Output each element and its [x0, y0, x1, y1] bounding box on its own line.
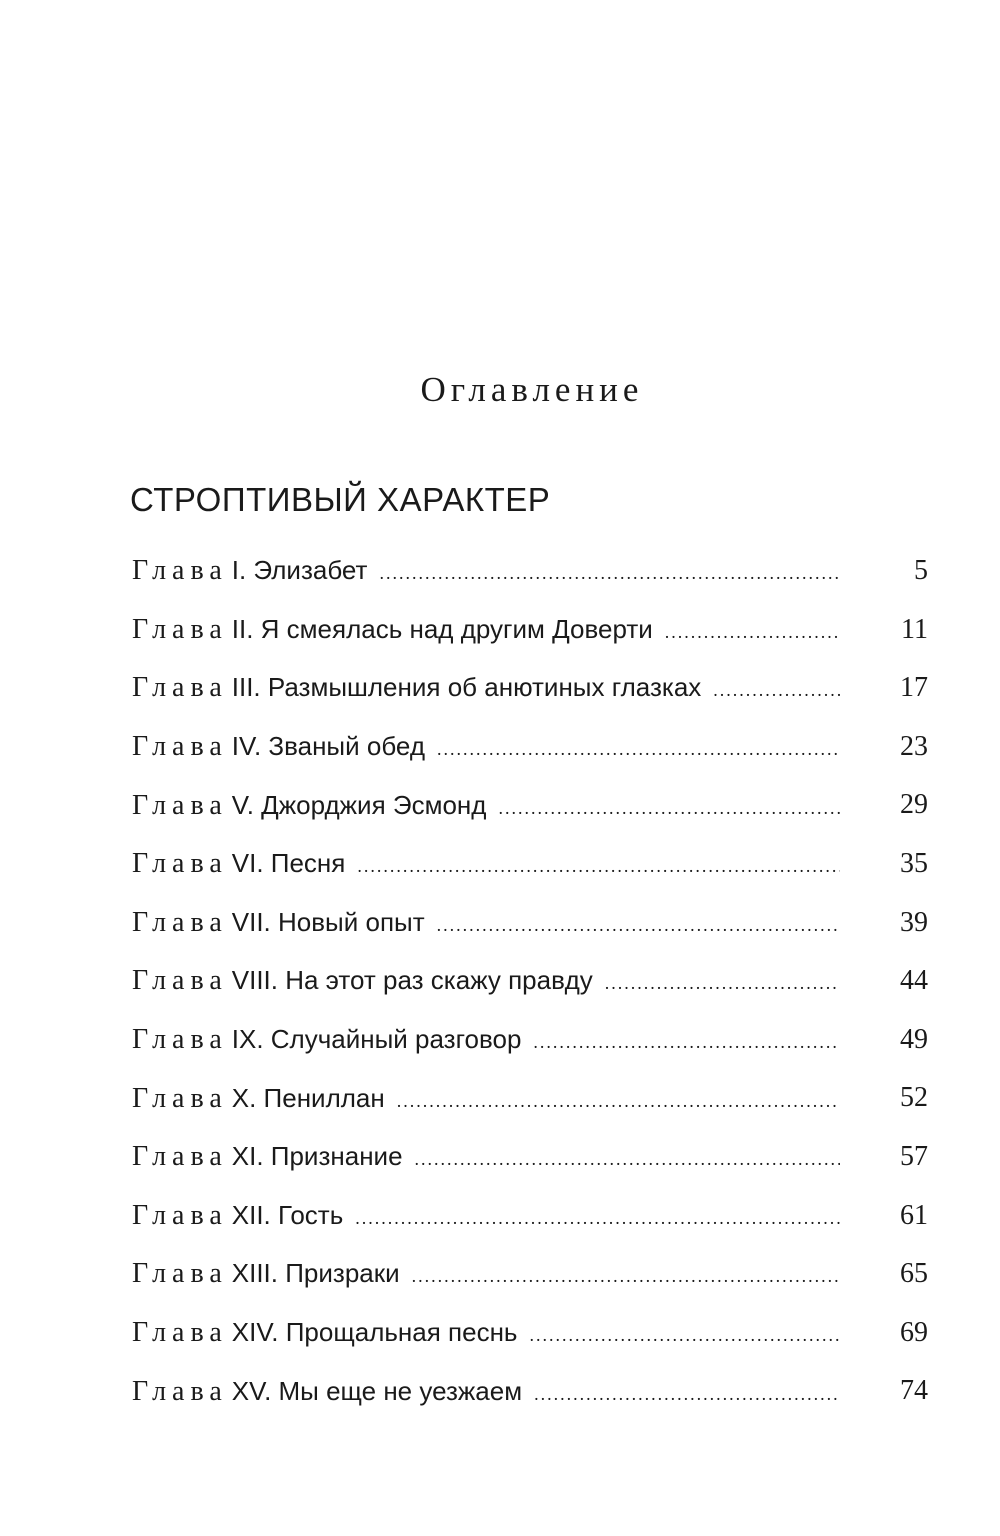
dot-leader	[498, 798, 840, 819]
page-number: 5	[914, 555, 928, 586]
chapter-label: Глава	[132, 789, 228, 821]
toc-entry[interactable]	[132, 952, 928, 1011]
page-number: 65	[900, 1258, 928, 1290]
chapter-title: IV. Званый обед	[231, 731, 425, 762]
chapter-title: XII. Гость	[231, 1199, 344, 1230]
chapter-title: VIII. На этот раз скажу правду	[231, 965, 593, 996]
chapter-title: XIII. Призраки	[231, 1258, 400, 1289]
page-number: 11	[901, 613, 928, 645]
toc-entry[interactable]	[132, 1362, 928, 1421]
page-number: 35	[900, 847, 928, 879]
toc-entry[interactable]	[132, 1245, 928, 1304]
dot-leader	[665, 622, 840, 643]
chapter-label: Глава	[132, 1258, 228, 1290]
page-number: 49	[900, 1023, 928, 1055]
toc-entry[interactable]	[132, 1011, 928, 1070]
toc-entry[interactable]	[132, 835, 928, 894]
dot-leader	[412, 1266, 840, 1287]
toc-entry[interactable]	[132, 718, 928, 777]
chapter-title: IX. Случайный разговор	[231, 1024, 522, 1055]
dot-leader	[713, 680, 840, 701]
chapter-label: Глава	[132, 1317, 228, 1349]
page-number: 23	[900, 730, 928, 762]
chapter-title: XIV. Прощальная песнь	[231, 1317, 518, 1348]
dot-leader	[534, 1384, 840, 1405]
chapter-title: II. Я смеялась над другим Доверти	[231, 613, 653, 644]
toc-entry[interactable]	[132, 659, 928, 718]
chapter-title: VII. Новый опыт	[231, 906, 425, 937]
toc-entry[interactable]	[132, 1128, 928, 1187]
dot-leader	[437, 739, 840, 760]
dot-leader	[379, 563, 840, 584]
chapter-label: Глава	[132, 555, 228, 587]
chapter-label: Глава	[132, 1082, 228, 1114]
chapter-title: I. Элизабет	[231, 555, 368, 586]
chapter-title: XI. Признание	[231, 1141, 403, 1172]
toc-entry[interactable]	[132, 894, 928, 953]
toc-heading: Оглавление	[420, 370, 644, 409]
dot-leader	[605, 973, 840, 994]
toc-entry[interactable]	[132, 1069, 928, 1128]
chapter-label: Глава	[132, 672, 228, 704]
toc-entry[interactable]	[132, 542, 928, 601]
toc-entry[interactable]	[132, 1187, 928, 1246]
toc-entry[interactable]	[132, 1304, 928, 1363]
page-number: 57	[900, 1140, 928, 1172]
chapter-label: Глава	[132, 965, 228, 997]
toc-entry[interactable]	[132, 601, 928, 660]
dot-leader	[437, 915, 840, 936]
chapter-label: Глава	[132, 1375, 228, 1407]
dot-leader	[397, 1091, 840, 1112]
chapter-title: XV. Мы еще не уезжаем	[231, 1375, 523, 1406]
chapter-label: Глава	[132, 906, 228, 938]
chapter-title: VI. Песня	[231, 848, 346, 879]
chapter-label: Глава	[132, 1199, 228, 1231]
page-number: 44	[900, 965, 928, 997]
dot-leader	[357, 856, 840, 877]
dot-leader	[529, 1325, 840, 1346]
chapter-label: Глава	[132, 1024, 228, 1056]
page-number: 69	[900, 1316, 928, 1348]
chapter-title: V. Джорджия Эсмонд	[231, 789, 487, 820]
chapter-title: X. Пениллан	[231, 1082, 385, 1113]
page-number: 52	[900, 1082, 928, 1114]
dot-leader	[355, 1208, 840, 1229]
page-number: 61	[900, 1199, 928, 1231]
chapter-label: Глава	[132, 731, 228, 763]
toc-list	[132, 542, 928, 1421]
part-title: СТРОПТИВЫЙ ХАРАКТЕР	[130, 481, 551, 518]
chapter-label: Глава	[132, 848, 228, 880]
dot-leader	[533, 1032, 840, 1053]
toc-entry[interactable]	[132, 776, 928, 835]
page-number: 17	[900, 672, 928, 704]
chapter-label: Глава	[132, 613, 228, 645]
chapter-label: Глава	[132, 1141, 228, 1173]
page-number: 74	[900, 1375, 928, 1407]
page-number: 29	[900, 789, 928, 821]
chapter-title: III. Размышления об анютиных глазках	[231, 672, 702, 703]
dot-leader	[415, 1149, 840, 1170]
page-number: 39	[900, 906, 928, 938]
